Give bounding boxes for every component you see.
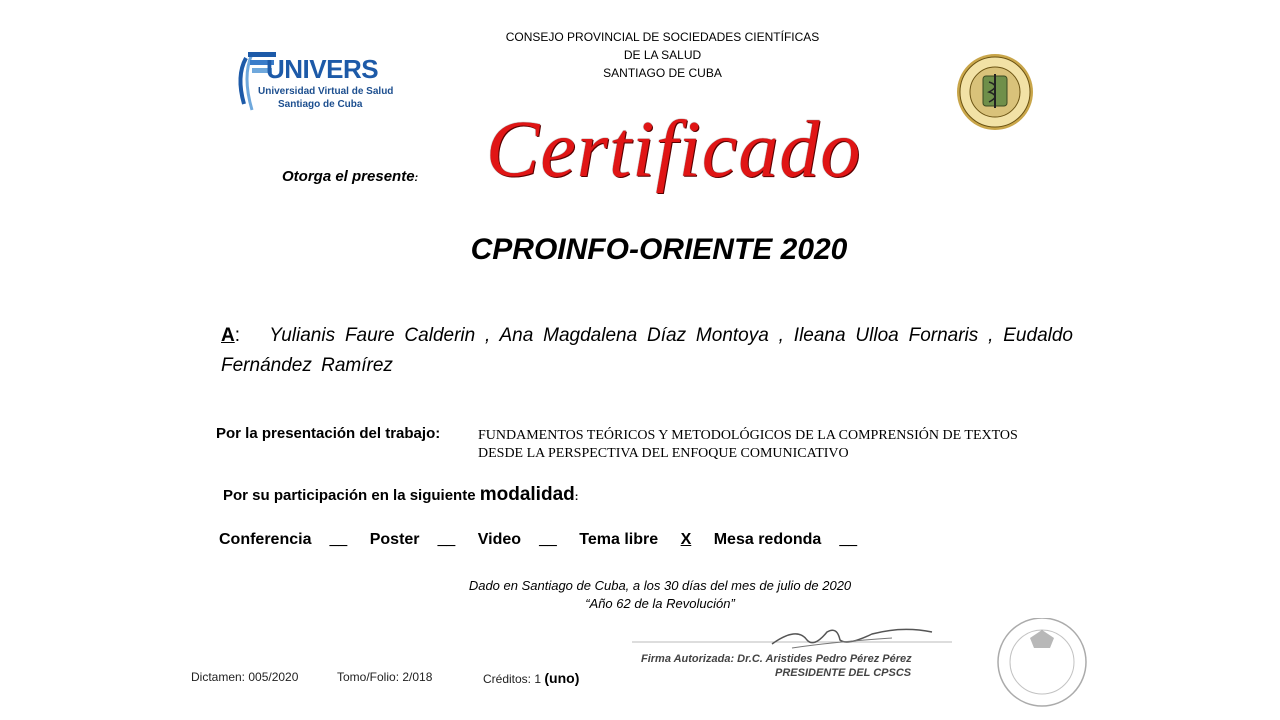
univers-logo-subtitle-1: Universidad Virtual de Salud (258, 86, 394, 97)
option-poster-label: Poster (369, 531, 420, 548)
option-video-label: Video (477, 531, 522, 548)
recipients (221, 321, 1073, 381)
option-poster-mark: __ (437, 531, 456, 548)
tomo-folio: Tomo/Folio: 2/018 (337, 670, 433, 684)
univers-logo (232, 46, 394, 118)
signature-name: Firma Autorizada: Dr.C. Aristides Pedro Pérez Pérez (641, 653, 912, 665)
header-line-3: SANTIAGO DE CUBA (603, 66, 722, 80)
event-name: CPROINFO-ORIENTE 2020 (470, 233, 848, 266)
certificate-title: Certificado (486, 106, 862, 194)
option-video-mark: __ (539, 531, 557, 548)
option-tema-libre-label: Tema libre (579, 531, 659, 548)
society-seal (955, 52, 1035, 132)
issue-date-line-1: Dado en Santiago de Cuba, a los 30 días del mes de julio de 2020 (468, 578, 852, 593)
recipients-prefix: A (221, 325, 235, 346)
modality-word: modalidad (479, 484, 575, 505)
header-line-1: CONSEJO PROVINCIAL DE SOCIEDADES CIENTÍFICAS (505, 30, 820, 44)
creditos-label: Créditos: 1 (483, 672, 542, 686)
otorga-text: Otorga el presente (282, 168, 415, 185)
option-conferencia-mark: __ (329, 531, 348, 548)
option-tema-libre-mark: X (680, 531, 692, 548)
issue-date-line-2: “Año 62 de la Revolución” (585, 596, 735, 611)
society-seal-icon (955, 52, 1035, 132)
signature-title: PRESIDENTE DEL CPSCS (775, 667, 912, 679)
otorga-colon: : (414, 172, 419, 184)
issue-date (440, 577, 880, 613)
option-conferencia (219, 531, 347, 548)
header-line-2: DE LA SALUD (623, 48, 702, 62)
option-conferencia-label: Conferencia (219, 531, 312, 548)
univers-logo-subtitle-2: Santiago de Cuba (278, 99, 363, 110)
modality-options (219, 531, 875, 549)
option-video (478, 531, 557, 548)
option-tema-libre (579, 531, 691, 548)
creditos (483, 670, 579, 686)
option-mesa-redonda-label: Mesa redonda (713, 531, 822, 548)
work-label: Por la presentación del trabajo: (216, 425, 441, 442)
dictamen: Dictamen: 005/2020 (191, 670, 299, 684)
council-header (440, 28, 885, 82)
otorga-label (282, 168, 418, 185)
option-mesa-redonda-mark: __ (839, 531, 858, 548)
work-title: FUNDAMENTOS TEÓRICOS Y METODOLÓGICOS DE LA COMPRENSIÓN DE TEXTOS DESDE LA PERSPECTIVA DEL ENFOQUE COMUNICATIVO (478, 428, 1018, 461)
option-mesa-redonda (714, 531, 857, 548)
univers-logo-title: UNIVERS (266, 54, 379, 84)
creditos-text: (uno) (544, 670, 580, 686)
option-poster (370, 531, 456, 548)
recipients-names: Yulianis Faure Calderin , Ana Magdalena Díaz Montoya , Ileana Ulloa Fornaris , Eudaldo Fernández Ramírez (221, 325, 1073, 376)
modality-prefix: Por su participación en la siguiente (223, 487, 480, 504)
recipients-colon: : (234, 325, 241, 346)
modality-colon: : (574, 491, 579, 503)
modality-label (223, 484, 578, 506)
